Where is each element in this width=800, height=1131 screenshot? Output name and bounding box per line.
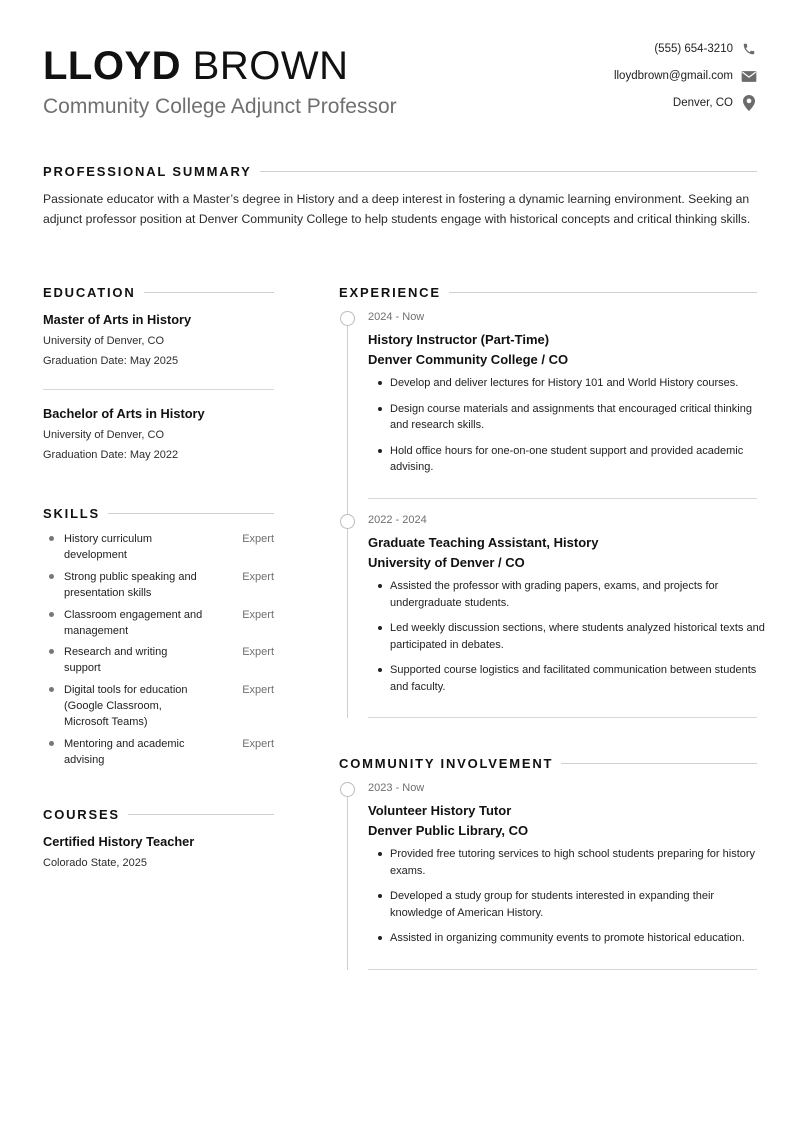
organization: Denver Public Library, CO [368,823,529,838]
degree-title: Master of Arts in History [43,312,192,327]
timeline-marker [340,782,355,797]
section-divider [449,292,757,293]
bullet-item: Provided free tutoring services to high school students preparing for history exams. [368,846,768,879]
skill-name: History curriculum development [64,533,153,561]
item-divider [368,717,757,718]
experience-item [368,514,768,704]
bullet-dot [49,536,54,541]
graduation-date: Graduation Date: May 2022 [43,449,179,461]
bullet-dot [49,687,54,692]
section-divider [144,292,274,293]
email-icon [741,68,757,84]
section-courses [43,807,274,822]
contact-location [497,95,757,111]
graduation-date: Graduation Date: May 2025 [43,355,179,367]
bullet-dot [49,574,54,579]
date-range: 2024 - Now [368,311,425,323]
timeline-marker [340,514,355,529]
section-education [43,285,274,300]
skill-level: Expert [242,738,274,750]
skill-name: Research and writing support [64,646,168,674]
email-text[interactable]: lloydbrown@gmail.com [613,70,733,82]
course-detail: Colorado State, 2025 [43,857,147,869]
skill-level: Expert [242,646,274,658]
bullet-list [368,846,768,947]
section-divider [128,814,274,815]
experience-item [368,311,768,485]
bullet-item: Led weekly discussion sections, where students analyzed historical texts and participated in debates. [368,620,768,653]
skill-level: Expert [242,533,274,545]
section-heading: SKILLS [43,506,101,521]
education-item [43,312,274,367]
contact-email [497,68,757,84]
bullet-list [368,578,768,695]
bullet-dot [49,741,54,746]
bullet-item: Design course materials and assignments that encouraged critical thinking and research skills. [368,401,768,434]
skill-level: Expert [242,609,274,621]
candidate-name [43,44,349,88]
item-divider [368,498,757,499]
section-community-involvement [339,756,757,771]
school-name: University of Denver, CO [43,429,165,441]
phone-text: (555) 654-3210 [654,43,733,55]
phone-icon [741,41,757,57]
section-heading: EXPERIENCE [339,285,441,300]
skill-level: Expert [242,684,274,696]
contact-phone [497,41,757,57]
section-divider [260,171,757,172]
timeline-marker [340,311,355,326]
location-pin-icon [741,95,757,111]
timeline-line [347,790,348,970]
section-heading: PROFESSIONAL SUMMARY [43,164,252,179]
skill-name: Classroom engagement and management [64,609,203,637]
last-name: BROWN [192,44,349,88]
bullet-item: Supported course logistics and facilitated communication between students and faculty. [368,662,768,695]
organization: University of Denver / CO [368,555,525,570]
skills-list [43,531,274,771]
section-heading: COURSES [43,807,120,822]
section-experience [339,285,757,300]
course-name: Certified History Teacher [43,834,195,849]
role-title: Volunteer History Tutor [368,803,512,818]
first-name: LLOYD [43,44,182,88]
item-divider [43,389,274,390]
course-item [43,834,274,869]
bullet-dot [49,649,54,654]
bullet-item: Developed a study group for students interested in expanding their knowledge of American History. [368,888,768,921]
community-item [368,782,768,956]
role-title: Graduate Teaching Assistant, History [368,535,599,550]
item-divider [368,969,757,970]
education-item [43,406,274,461]
bullet-list [368,375,768,476]
role-title: History Instructor (Part-Time) [368,332,550,347]
bullet-item: Assisted in organizing community events to promote historical education. [368,930,768,947]
skill-name: Digital tools for education (Google Classroom, Microsoft Teams) [64,684,188,728]
skill-name: Mentoring and academic advising [64,738,185,766]
skill-level: Expert [242,571,274,583]
bullet-item: Assisted the professor with grading papers, exams, and projects for undergraduate students. [368,578,768,611]
organization: Denver Community College / CO [368,352,569,367]
section-professional-summary [43,164,757,179]
school-name: University of Denver, CO [43,335,165,347]
bullet-dot [49,612,54,617]
section-divider [561,763,757,764]
section-heading: EDUCATION [43,285,136,300]
bullet-item: Develop and deliver lectures for History 101 and World History courses. [368,375,768,392]
degree-title: Bachelor of Arts in History [43,406,205,421]
section-heading: COMMUNITY INVOLVEMENT [339,756,554,771]
section-skills [43,506,274,521]
skill-name: Strong public speaking and presentation skills [64,571,197,599]
bullet-item: Hold office hours for one-on-one student support and provided academic advising. [368,443,768,476]
summary-text: Passionate educator with a Master’s degree in History and a deep interest in fostering a dynamic learning environment. Seeking an adjunct professor position at Denver Community College to help students engage with historical concepts and critical thinking skills. [43,192,751,226]
job-title: Community College Adjunct Professor [43,95,397,118]
date-range: 2022 - 2024 [368,514,427,526]
date-range: 2023 - Now [368,782,425,794]
section-divider [108,513,274,514]
location-text: Denver, CO [672,97,733,109]
